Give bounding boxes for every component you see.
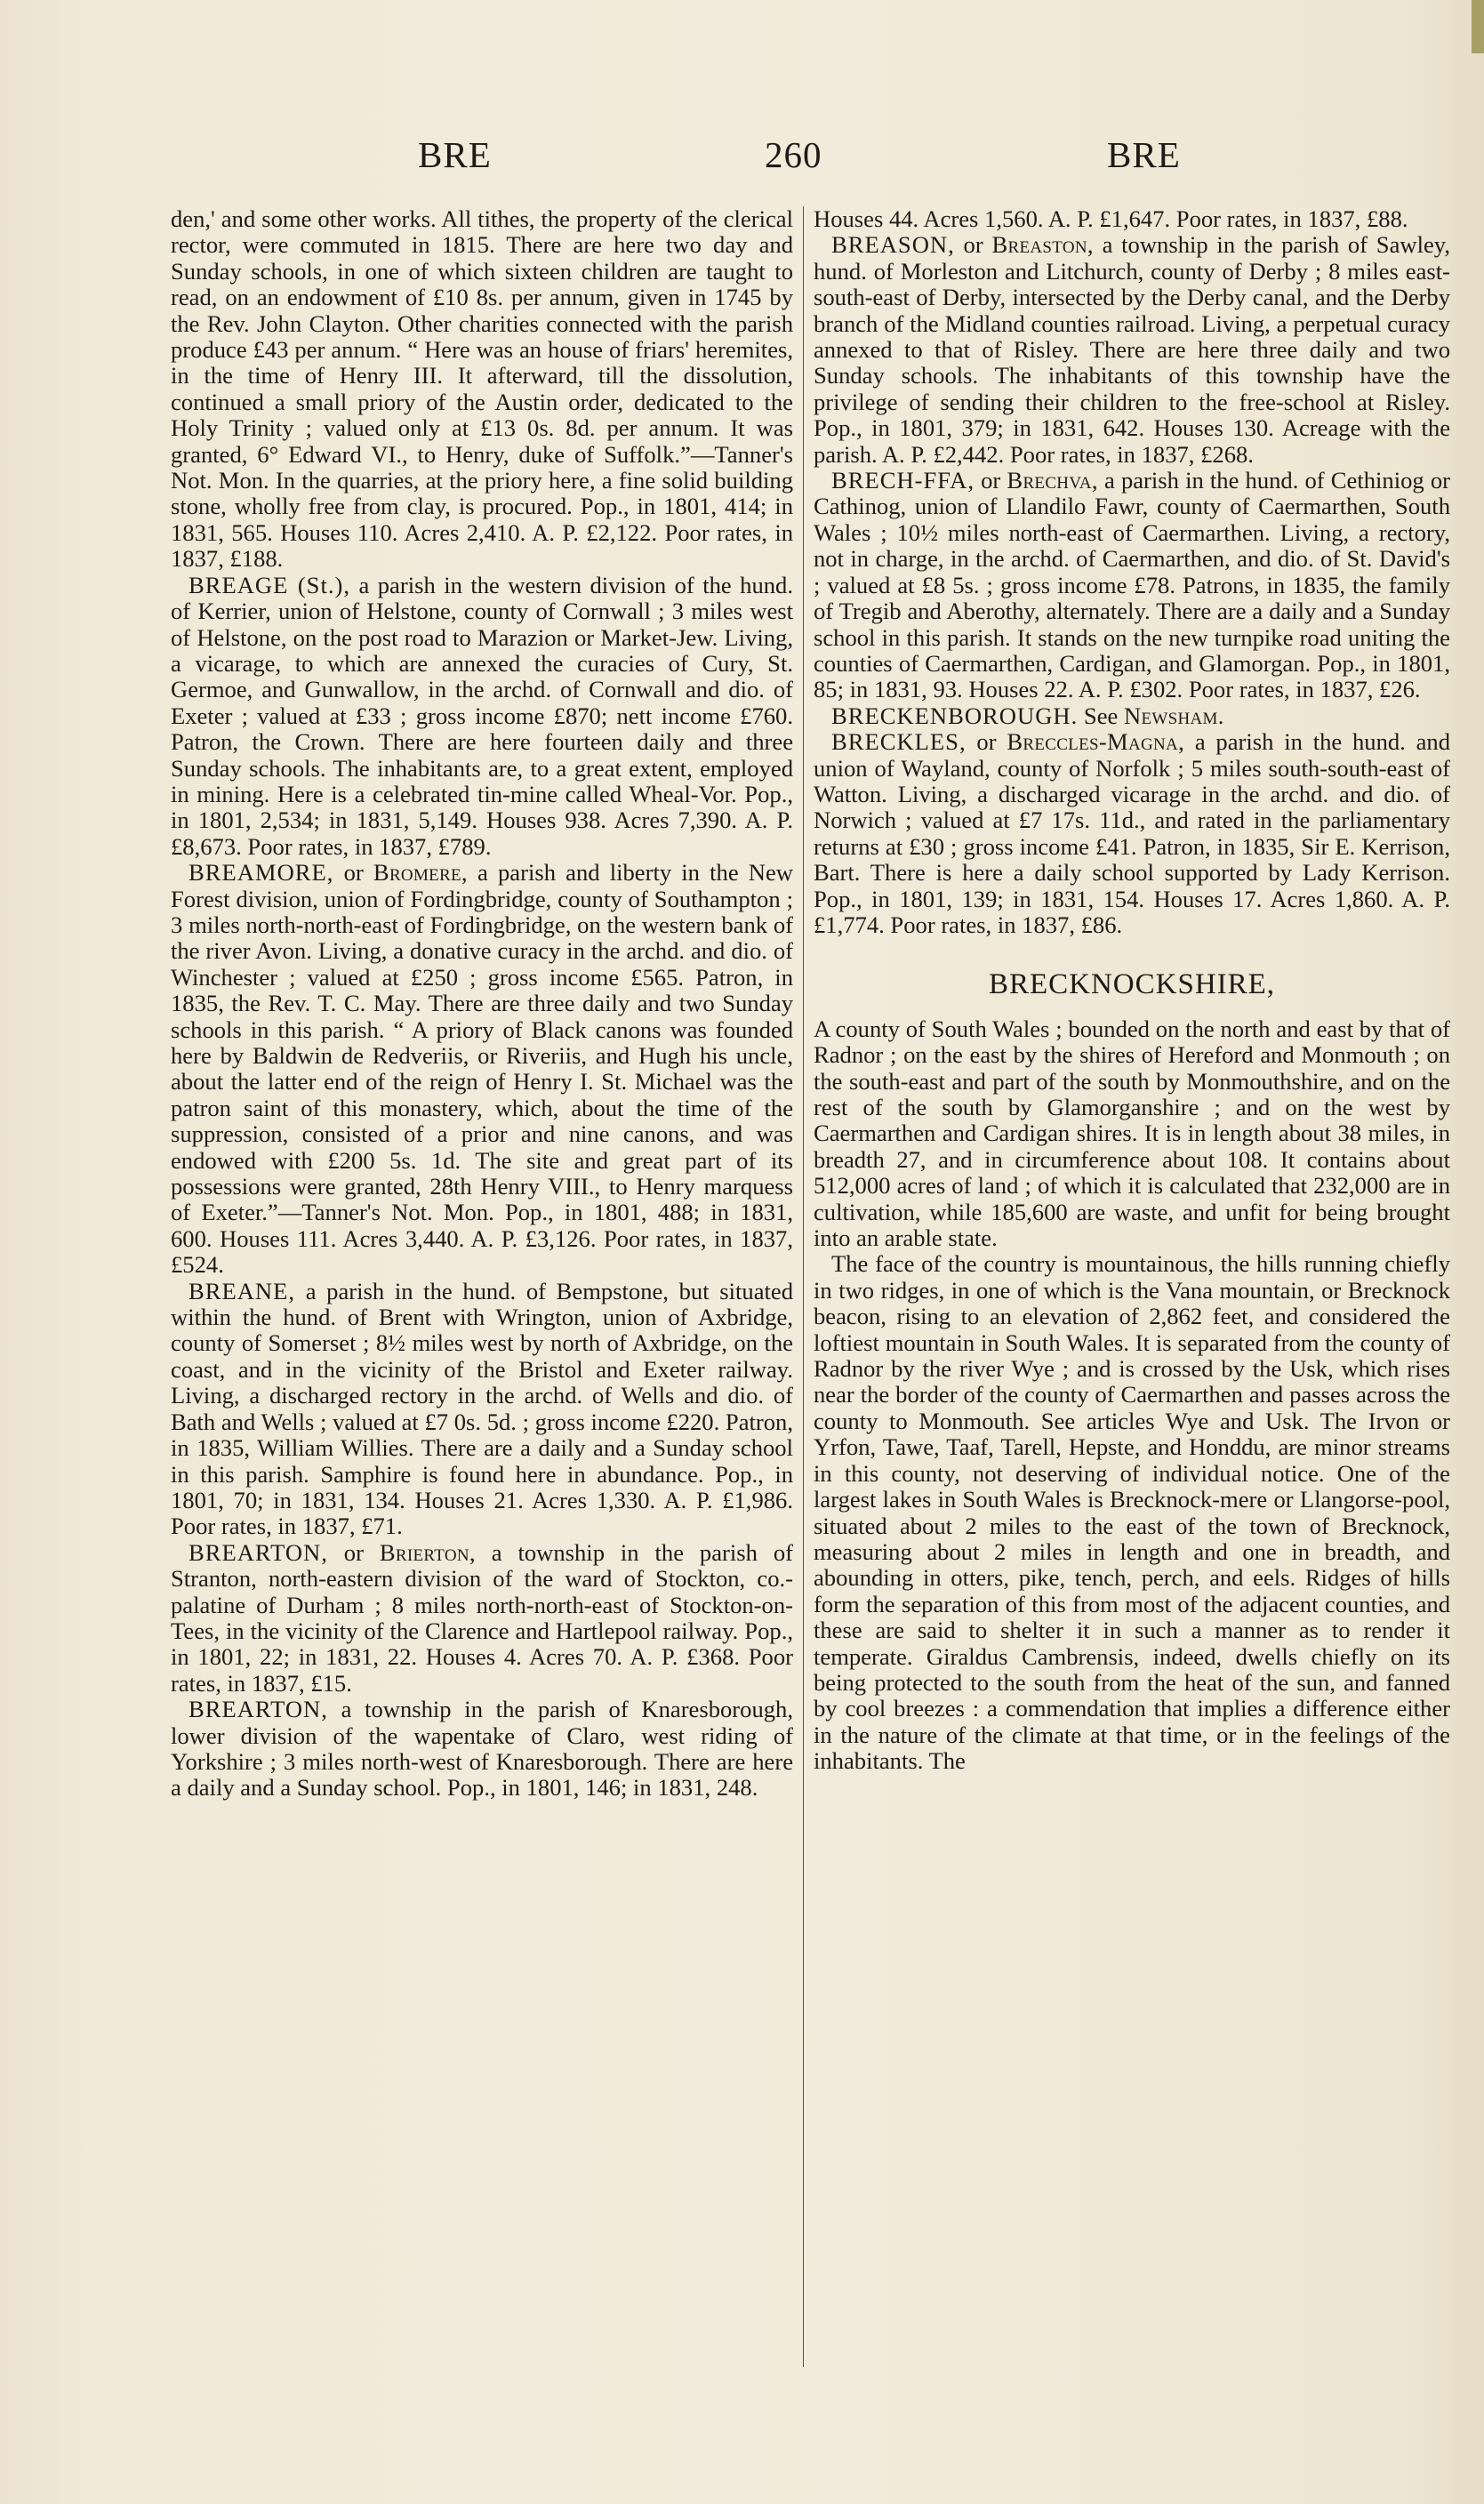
entry-alt-name: Brierton, [379, 1538, 476, 1566]
entry-breage: BREAGE (St.), a parish in the western division of the hund. of Kerrier, union of Helstone, county of Cornwall ; 3 miles west of Helstone, on the post road to Marazion or Market-Jew. Living, a vicarage, to which are annexed the curacies of Cury, St. Germoe, and Gunwallow, in the archd. of Cornwall and dio. of Exeter ; valued at £33 ; gross income £870; nett income £760. Patron, the Crown. There are here fourteen daily and three Sunday schools. The inhabitants are, to a great extent, employed in mining. Here is a celebrated tin-mine called Wheal-Vor. Pop., in 1801, 2,534; in 1831, 5,149. Houses 938. Acres 7,390. A. P. £8,673. Poor rates, in 1837, £789. [171, 571, 793, 860]
page-edge-mark [1472, 0, 1484, 53]
entry-alt-name: Breccles-Magna, [1007, 728, 1185, 756]
entry-breason: BREASON, or Breaston, a township in the parish of Sawley, hund. of Morleston and Litchurch, county of Derby ; 8 miles east-south-east of Derby, intersected by the Derby canal, and the Derby branch of the Midland counties railroad. Living, a perpetual curacy annexed to that of Risley. There are here three daily and two Sunday schools. The inhabitants of this township have the privilege of sending their children to the free-school at Risley. Pop., in 1801, 379; in 1831, 642. Houses 130. Acreage with the parish. A. P. £2,442. Poor rates, in 1837, £268. [814, 231, 1451, 468]
entry-brearton-durham: BREARTON, or Brierton, a township in the parish of Stranton, north-eastern division of the ward of Stockton, co.-palatine of Durham ; 8 miles north-north-east of Stockton-on-Tees, in the vicinity of the Clarence and Hartlepool railway. Pop., in 1801, 22; in 1831, 22. Houses 4. Acres 70. A. P. £368. Poor rates, in 1837, £15. [171, 1538, 793, 1697]
entry-headword: BREASON, [831, 231, 955, 259]
entry-continuation: den,' and some other works. All tithes, the property of the clerical rector, were commuted in 1815. There are here two day and Sunday schools, in one of which sixteen children are taught to read, on an endowment of £10 8s. per annum, given in 1745 by the Rev. John Clayton. Other charities connected with the parish produce £43 per annum. “ Here was an house of friars' heremites, in the time of Henry III. It afterward, till the dissolution, continued a small priory of the Austin order, dedicated to the Holy Trinity ; valued only at £13 0s. 8d. per annum. It was granted, 6° Edward VI., to Henry, duke of Suffolk.”—Tanner's Not. Mon. In the quarries, at the priory here, a fine solid building stone, wholly free from clay, is procured. Pop., in 1801, 414; in 1831, 565. Houses 110. Acres 2,410. A. P. £2,122. Poor rates, in 1837, £188. [171, 205, 793, 573]
header-left-word: BRE [418, 134, 492, 175]
entry-headword: BREARTON, [189, 1538, 328, 1566]
entry-headword: BREARTON, [189, 1696, 328, 1723]
entry-headword: BREANE, [189, 1277, 296, 1304]
entry-headword: BREAGE (St.), [189, 571, 351, 598]
entry-breckenborough: BRECKENBOROUGH. See Newsham. [831, 702, 1224, 729]
entry-alt-name: Bromere, [373, 859, 468, 887]
entry-breane: BREANE, a parish in the hund. of Bempstone, but situated within the hund. of Brent with Wrington, union of Axbridge, county of Somerset ; 8½ miles west by north of Axbridge, on the coast, and in the vicinity of the Bristol and Exeter railway. Living, a discharged rectory in the archd. of Wells and dio. of Bath and Wells ; valued at £7 0s. 5d. ; gross income £220. Patron, in 1835, William Willies. There are a daily and a Sunday school in this parish. Samphire is found here in abundance. Pop., in 1801, 70; in 1831, 134. Houses 21. Acres 1,330. A. P. £1,986. Poor rates, in 1837, £71. [171, 1277, 793, 1540]
entry-headword: BRECKENBOROUGH. [831, 702, 1079, 729]
entry-headword: BRECH-FFA, [831, 467, 975, 494]
column-divider [803, 206, 804, 2367]
entry-brech-ffa: BRECH-FFA, or Brechva, a parish in the hund. of Cethiniog or Cathinog, union of Llandilo Fawr, county of Caermarthen, South Wales ; 10½ miles north-east of Caermarthen. Living, a rectory, not in charge, in the archd. of Caermarthen, and dio. of St. David's ; valued at £8 5s. ; gross income £78. Patrons, in 1835, the family of Tregib and Aberothy, alternately. There are a daily and a Sunday school in this parish. It stands on the new turnpike road uniting the counties of Caermarthen, Cardigan, and Glamorgan. Pop., in 1801, 85; in 1831, 93. Houses 22. A. P. £302. Poor rates, in 1837, £26. [814, 467, 1450, 703]
section-paragraph: The face of the country is mountainous, the hills running chiefly in two ridges, in one of which is the Vana mountain, or Brecknock beacon, rising to an elevation of 2,862 feet, and considered the loftiest mountain in South Wales. It is separated from the county of Radnor by the river Wye ; and is crossed by the Usk, which rises near the border of the county of Caermarthen and passes across the county to Monmouth. See articles Wye and Usk. The Irvon or Yrfon, Tawe, Taaf, Tarell, Hepste, and Honddu, are minor streams in this county, not deserving of individual notice. One of the largest lakes in South Wales is Brecknock-mere or Llangorse-pool, situated about 2 miles to the east of the town of Brecknock, measuring about 2 miles in length and one in breadth, and abounding in otters, pike, tench, perch, and eels. Ridges of hills form the separation of this from most of the adjacent counties, and these are said to shelter it in such a manner as to render it temperate. Giraldus Cambrensis, indeed, dwells chiefly on its being protected to the south from the heat of the sun, and fanned by cool breezes : a commendation that implies a difference either in the nature of the climate at that time, or in the feelings of the inhabitants. The [814, 1250, 1450, 1775]
entry-headword: BREAMORE, [189, 859, 334, 887]
header-right-word: BRE [1107, 134, 1181, 175]
running-head [0, 124, 1484, 178]
entry-alt-name: Brechva, [1007, 467, 1098, 494]
entry-brearton-yorkshire: BREARTON, a township in the parish of Knaresborough, lower division of the wapentake of Claro, west riding of Yorkshire ; 3 miles north-west of Knaresborough. There are here a daily and a Sunday school. Pop., in 1801, 146; in 1831, 248. [171, 1696, 793, 1802]
entry-breamore: BREAMORE, or Bromere, a parish and liberty in the New Forest division, union of Fordingbridge, county of Southampton ; 3 miles north-north-east of Fordingbridge, on the western bank of the river Avon. Living, a donative curacy in the archd. and dio. of Winchester ; valued at £250 ; gross income £565. Patron, in 1835, the Rev. T. C. May. There are three daily and two Sunday schools in this parish. “ A priory of Black canons was founded here by Baldwin de Redveriis, or Riveriis, and Hugh his uncle, about the latter end of the reign of Henry I. St. Michael was the patron saint of this monastery, which, about the time of the suppression, consisted of a prior and nine canons, and was endowed with £200 5s. 1d. The site and great part of its possessions were granted, 28th Henry VIII., to Henry marquess of Exeter.”—Tanner's Not. Mon. Pop., in 1801, 488; in 1831, 600. Houses 111. Acres 3,440. A. P. £3,126. Poor rates, in 1837, £524. [171, 859, 793, 1279]
entry-alt-name: Breaston, [991, 231, 1094, 259]
right-column [814, 206, 1450, 1775]
page-number: 260 [765, 134, 822, 175]
entry-continuation: Houses 44. Acres 1,560. A. P. £1,647. Poor rates, in 1837, £88. [814, 205, 1408, 232]
entry-breckles: BRECKLES, or Breccles-Magna, a parish in the hund. and union of Wayland, county of Norfolk ; 5 miles south-south-east of Watton. Living, a discharged vicarage in the archd. and dio. of Norwich ; valued at £7 17s. 11d., and rated in the parliamentary returns at £30 ; gross income £41. Patron, in 1835, Sir E. Kerrison, Bart. There is here a daily school supported by Lady Kerrison. Pop., in 1801, 139; in 1831, 154. Houses 17. Acres 1,860. A. P. £1,774. Poor rates, in 1837, £86. [814, 728, 1451, 938]
entry-cross-reference: Newsham. [1123, 702, 1224, 729]
section-paragraph: A county of South Wales ; bounded on the north and east by that of Radnor ; on the east by the shires of Hereford and Monmouth ; on the south-east and part of the south by Monmouthshire, and on the rest of the south by Glamorganshire ; and on the west by Caermarthen and Cardigan shires. It is in length about 38 miles, in breadth 27, and in circumference about 108. It contains about 512,000 acres of land ; of which it is calculated that 232,000 are in cultivation, while 185,600 are waste, and unfit for being brought into an arable state. [814, 1015, 1450, 1252]
entry-headword: BRECKLES, [831, 728, 967, 756]
section-heading: BRECKNOCKSHIRE, [988, 968, 1276, 1001]
left-column [171, 206, 793, 1802]
